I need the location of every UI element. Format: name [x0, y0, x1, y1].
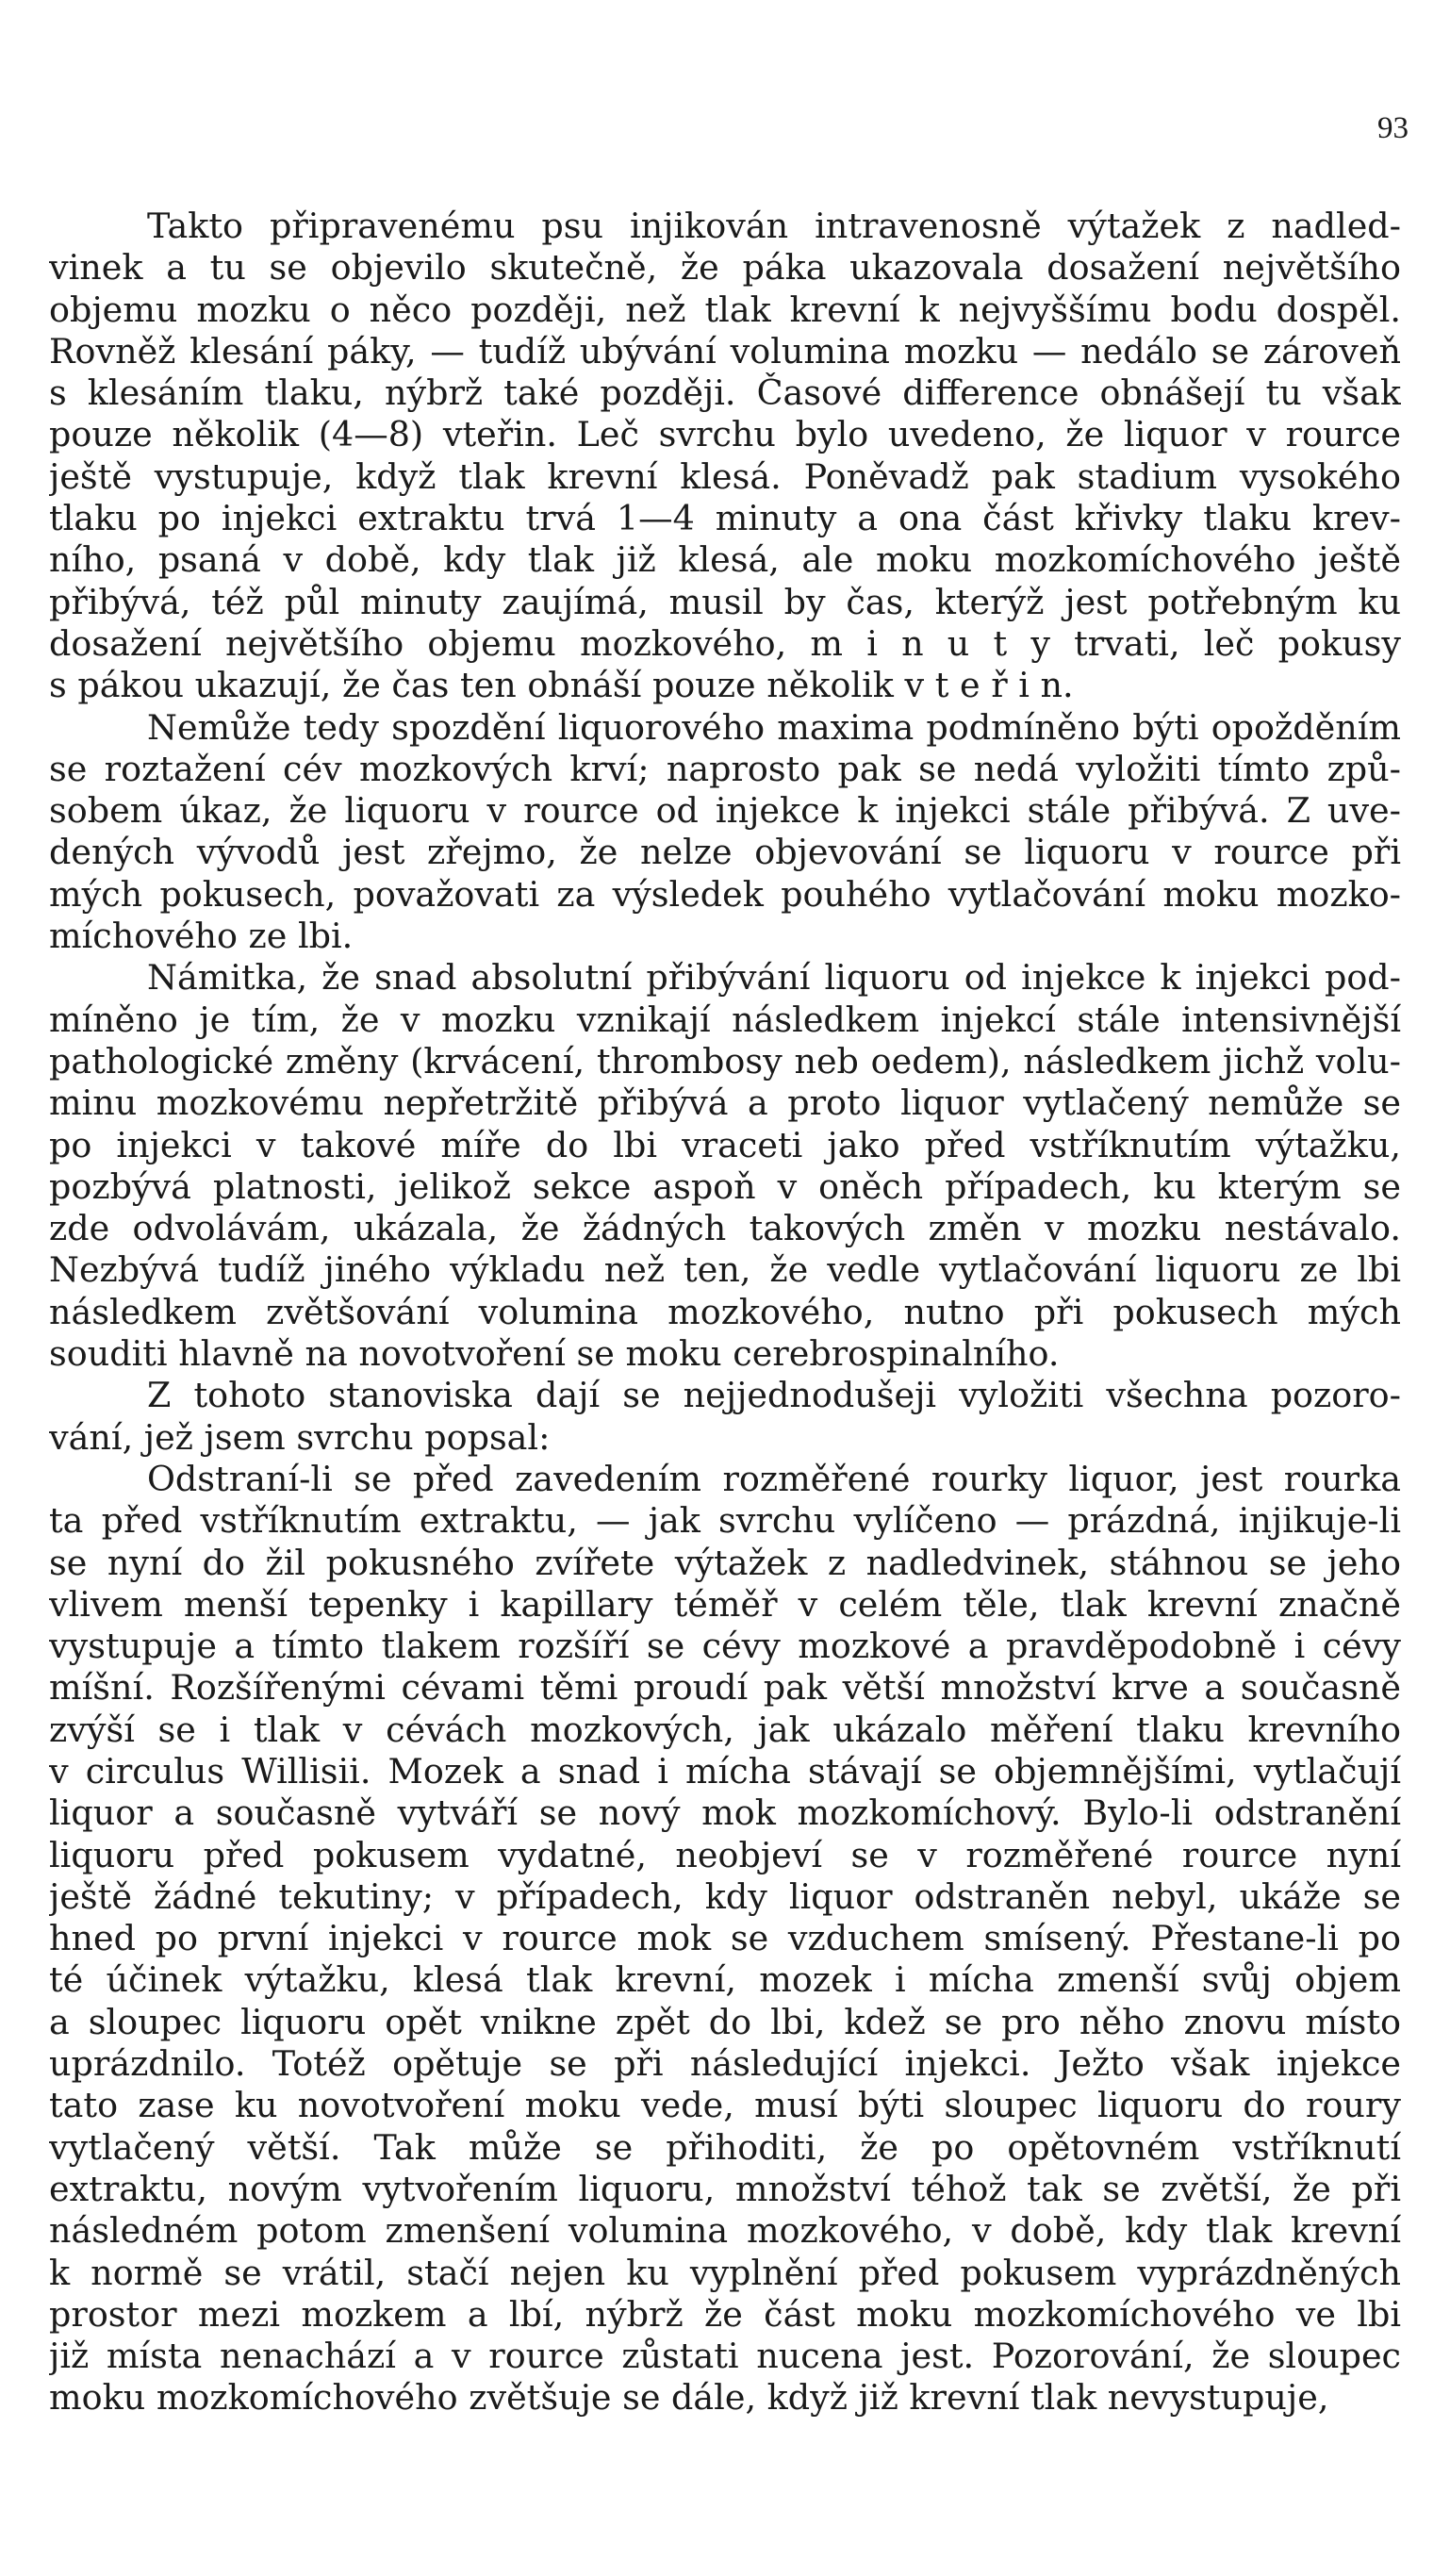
text-line: moku mozkomíchového zvětšuje se dále, když již krevní tlak nevystupuje, — [49, 2377, 1329, 2419]
text-line: v circulus Willisii. Mozek a snad i mícha stávají se objemnějšími, vytlačují — [49, 1750, 1401, 1792]
text-line: vytlačený větší. Tak může se přihoditi, že po opětovném vstříknutí — [49, 2126, 1401, 2168]
text-line: dosažení největšího objemu mozkového, m i n u t y trvati, leč pokusy — [49, 622, 1401, 664]
text-line: ního, psaná v době, kdy tlak již klesá, ale moku mozkomíchového ještě — [49, 539, 1401, 581]
text-line: ta před vstříknutím extraktu, — jak svrchu vylíčeno — prázdná, injikuje-li — [49, 1500, 1401, 1542]
text-line: ještě žádné tekutiny; v případech, kdy liquor odstraněn nebyl, ukáže se — [49, 1875, 1401, 1917]
text-line: souditi hlavně na novotvoření se moku cerebrospinalního. — [49, 1333, 1060, 1375]
text-line: již místa nenachází a v rource zůstati nucena jest. Pozorování, že sloupec — [49, 2336, 1401, 2377]
text-line: míchového ze lbi. — [49, 916, 354, 957]
text-line: vlivem menší tepenky i kapillary téměř v celém těle, tlak krevní značně — [49, 1583, 1401, 1625]
text-line: ještě vystupuje, když tlak krevní klesá. Poněvadž pak stadium vysokého — [49, 455, 1401, 497]
text-line: tlaku po injekci extraktu trvá 1—4 minuty a ona část křivky tlaku krev- — [49, 498, 1401, 539]
text-line: zvýší se i tlak v cévách mozkových, jak ukázalo měření tlaku krevního — [49, 1709, 1401, 1750]
text-line: prostor mezi mozkem a lbí, nýbrž že část moku mozkomíchového ve lbi — [49, 2293, 1401, 2335]
text-line: mých pokusech, považovati za výsledek pouhého vytlačování moku mozko- — [49, 873, 1401, 915]
text-line: zde odvolávám, ukázala, že žádných takových změn v mozku nestávalo. — [49, 1208, 1401, 1249]
text-line: hned po první injekci v rource mok se vzduchem smísený. Přestane-li po — [49, 1918, 1401, 1959]
text-line: míněno je tím, že v mozku vznikají následkem injekcí stále intensivnější — [49, 999, 1401, 1040]
text-line: minu mozkovému nepřetržitě přibývá a proto liquor vytlačený nemůže se — [49, 1082, 1401, 1124]
text-line: Odstraní-li se před zavedením rozměřené rourky liquor, jest rourka — [147, 1458, 1401, 1499]
paragraph — [49, 957, 1401, 1375]
text-line: Rovněž klesání páky, — tudíž ubývání volumina mozku — nedálo se zároveň — [49, 330, 1401, 372]
text-line: vání, jež jsem svrchu popsal: — [49, 1416, 551, 1458]
text-line: pathologické změny (krvácení, thrombosy neb oedem), následkem jichž volu- — [49, 1040, 1401, 1082]
text-line: Nemůže tedy spozdění liquorového maxima podmíněno býti opožděním — [147, 706, 1401, 748]
text-line: po injekci v takové míře do lbi vraceti jako před vstříknutím výtažku, — [49, 1124, 1401, 1165]
text-line: následném potom zmenšení volumina mozkového, v době, kdy tlak krevní — [49, 2210, 1401, 2252]
text-line: Námitka, že snad absolutní přibývání liquoru od injekce k injekci pod- — [147, 957, 1401, 999]
text-line: a sloupec liquoru opět vnikne zpět do lbi, kdež se pro něho znovu místo — [49, 2001, 1401, 2042]
text-line: s pákou ukazují, že čas ten obnáší pouze několik v t e ř i n. — [49, 665, 1074, 706]
paragraph — [49, 1459, 1401, 2419]
text-line: vystupuje a tímto tlakem rozšíří se cévy mozkové a pravděpodobně i cévy — [49, 1626, 1401, 1667]
text-line: míšní. Rozšířenými cévami těmi proudí pak větší množství krve a současně — [49, 1667, 1401, 1709]
text-line: liquoru před pokusem vydatné, neobjeví se v rozměřené rource nyní — [49, 1834, 1401, 1875]
body-text — [49, 206, 1401, 2419]
text-line: dených vývodů jest zřejmo, že nelze objevování se liquoru v rource při — [49, 832, 1401, 873]
text-line: se nyní do žil pokusného zvířete výtažek z nadledvinek, stáhnou se jeho — [49, 1542, 1401, 1583]
text-line: s klesáním tlaku, nýbrž také později. Časové difference obnášejí tu však — [49, 372, 1401, 414]
text-line: pouze několik (4—8) vteřin. Leč svrchu bylo uvedeno, že liquor v rource — [49, 414, 1401, 455]
text-line: vinek a tu se objevilo skutečně, že páka ukazovala dosažení největšího — [49, 247, 1401, 289]
text-line: tato zase ku novotvoření moku vede, musí býti sloupec liquoru do roury — [49, 2085, 1401, 2126]
text-line: pozbývá platnosti, jelikož sekce aspoň v oněch případech, ku kterým se — [49, 1165, 1401, 1207]
text-line: extraktu, novým vytvořením liquoru, množství téhož tak se zvětší, že při — [49, 2168, 1401, 2209]
text-line: té účinek výtažku, klesá tlak krevní, mozek i mícha zmenší svůj objem — [49, 1959, 1401, 2001]
paragraph — [49, 1375, 1401, 1459]
paragraph — [49, 206, 1401, 707]
text-line: sobem úkaz, že liquoru v rource od injekce k injekci stále přibývá. Z uve- — [49, 790, 1401, 832]
text-line: Takto připravenému psu injikován intravenosně výtažek z nadled- — [147, 206, 1401, 246]
text-line: následkem zvětšování volumina mozkového, nutno při pokusech mých — [49, 1291, 1401, 1332]
text-line: se roztažení cév mozkových krví; naprosto pak se nedá vyložiti tímto způ- — [49, 748, 1401, 789]
text-line: objemu mozku o něco později, než tlak krevní k nejvyššímu bodu dospěl. — [49, 289, 1401, 330]
text-line: Z tohoto stanoviska dají se nejjednodušeji vyložiti všechna pozoro- — [147, 1375, 1401, 1416]
paragraph — [49, 707, 1401, 958]
text-line: liquor a současně vytváří se nový mok mozkomíchový. Bylo-li odstranění — [49, 1792, 1401, 1834]
text-line: Nezbývá tudíž jiného výkladu než ten, že vedle vytlačování liquoru ze lbi — [49, 1249, 1401, 1291]
text-line: uprázdnilo. Totéž opětuje se při následující injekci. Ježto však injekce — [49, 2043, 1401, 2085]
text-line: přibývá, též půl minuty zaujímá, musil by čas, kterýž jest potřebným ku — [49, 581, 1401, 622]
text-line: k normě se vrátil, stačí nejen ku vyplnění před pokusem vyprázdněných — [49, 2252, 1401, 2293]
page-number: 93 — [1377, 111, 1409, 145]
